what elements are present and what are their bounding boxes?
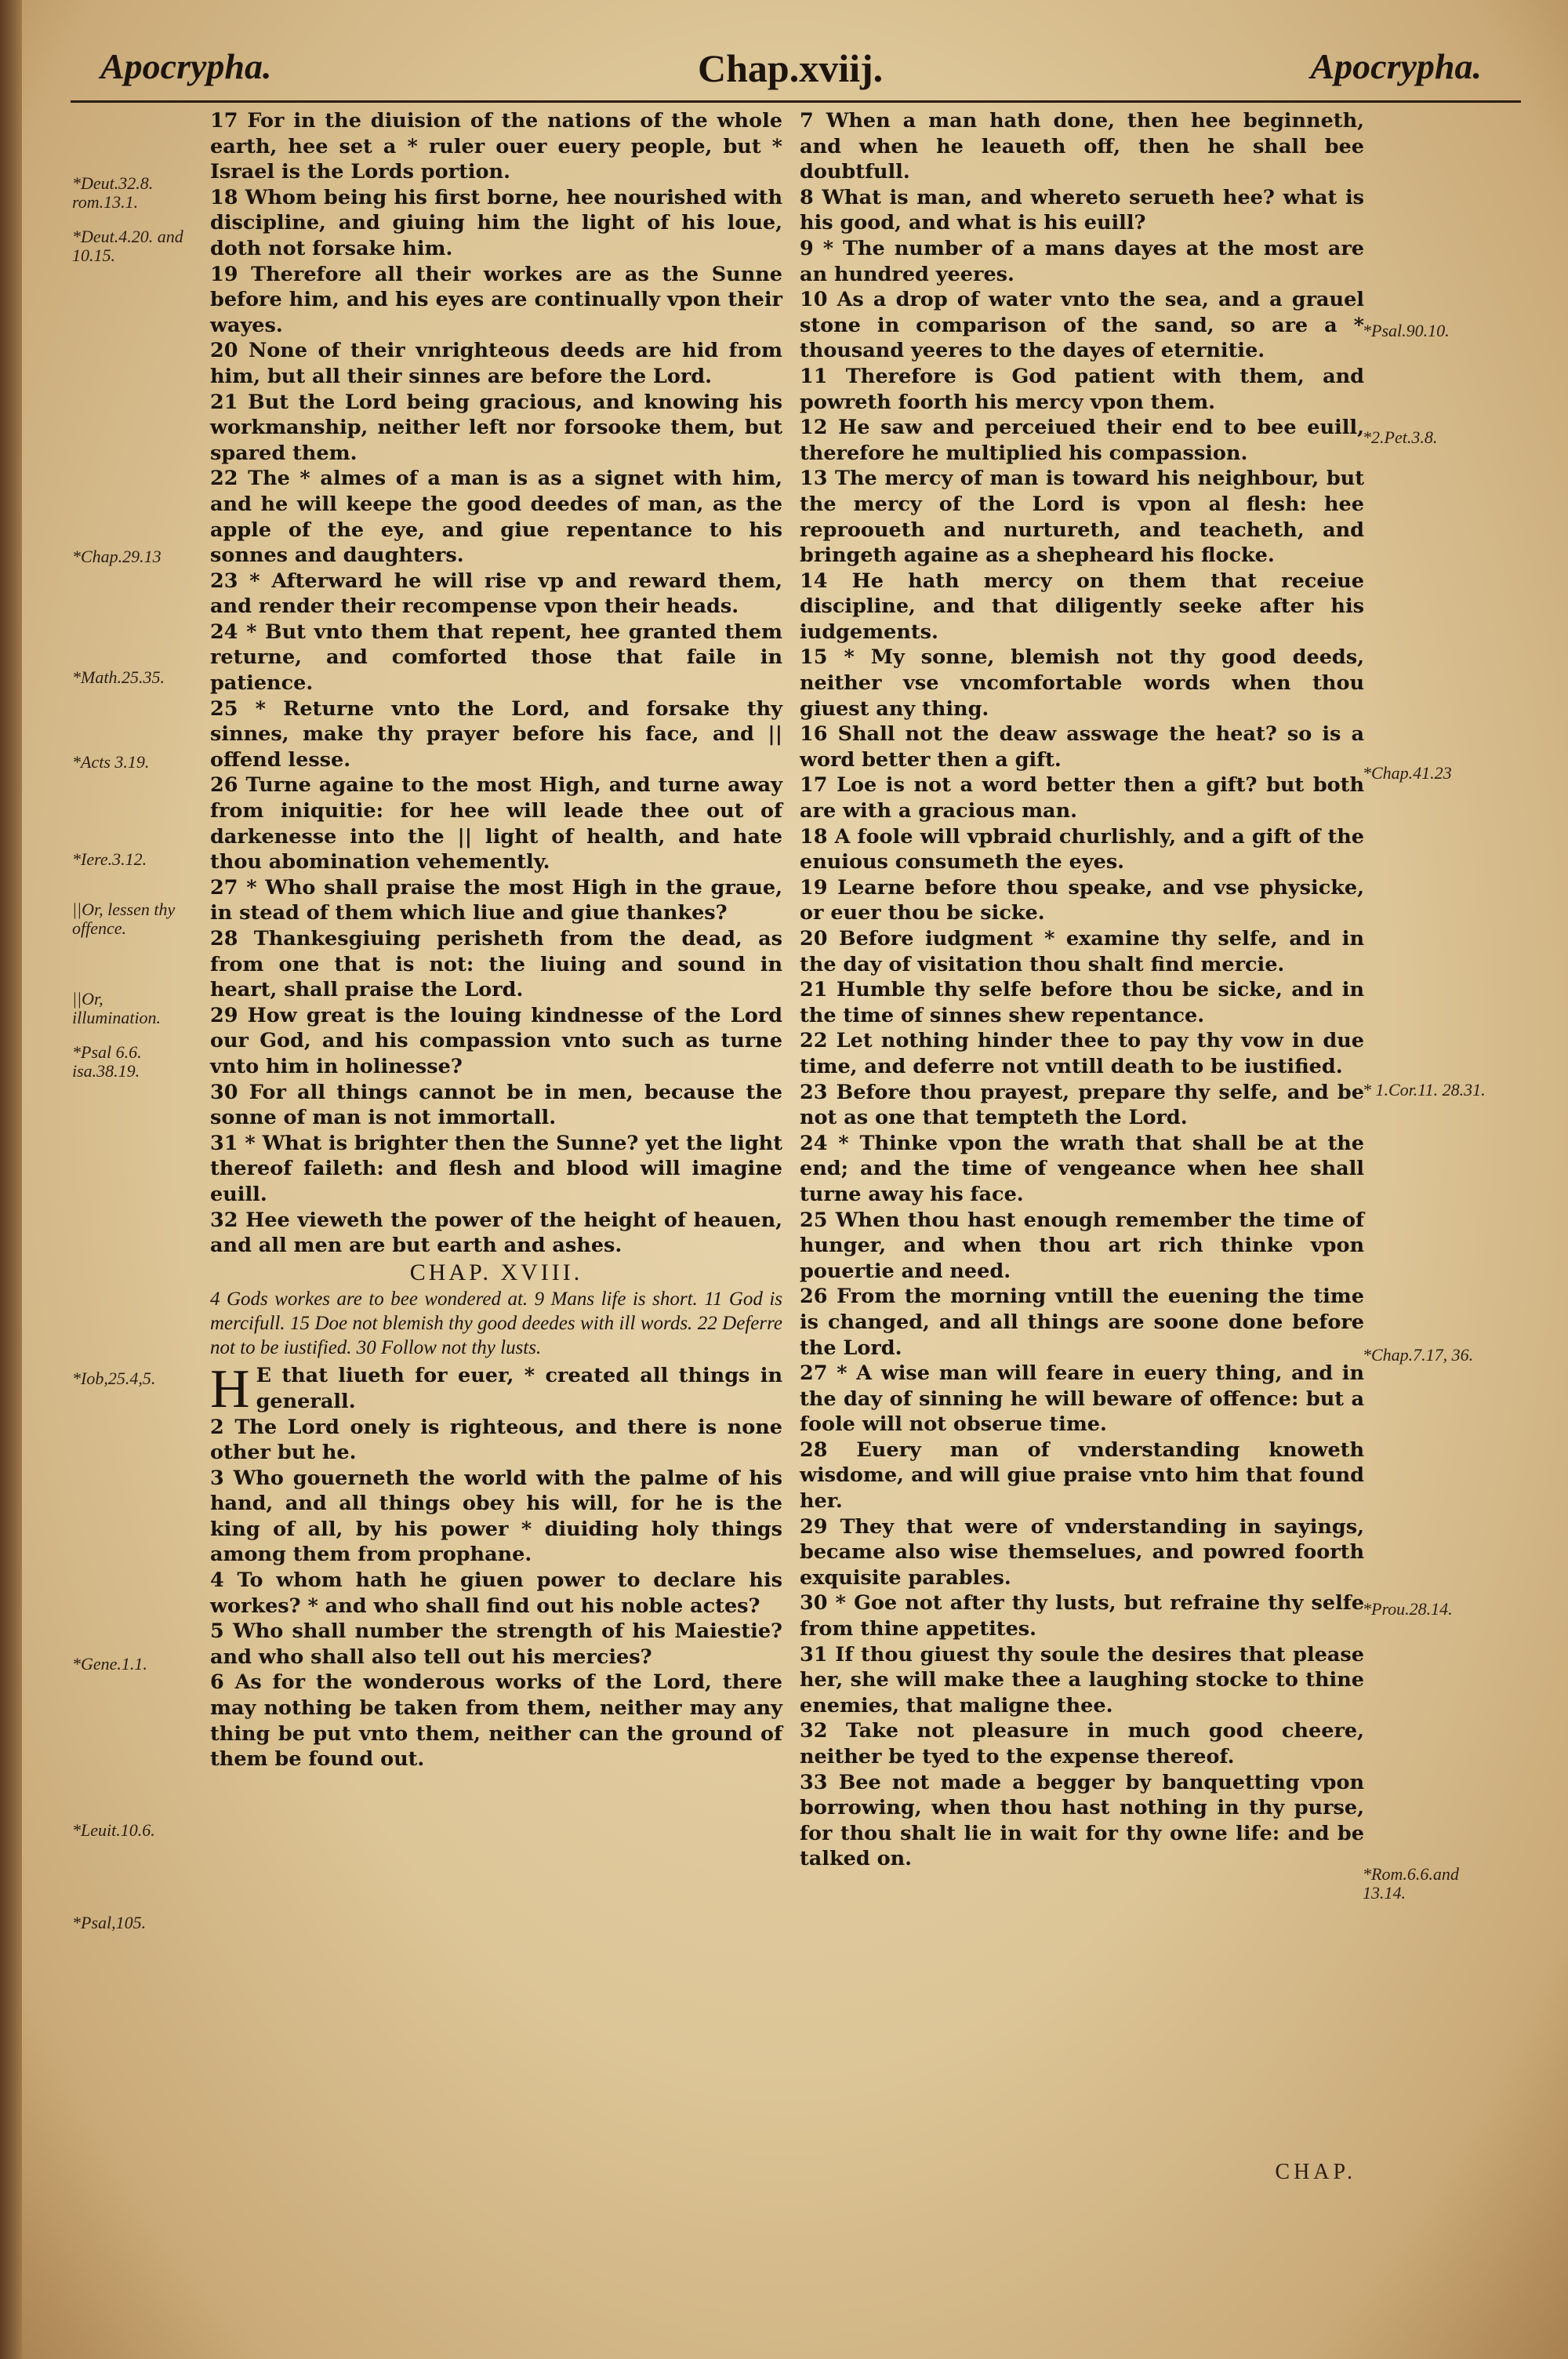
verse: 26 Turne againe to the most High, and turne away from iniquitie: for hee will leade thee out of darkenesse into the || light of health, and hate thou abomination vehemently. [210,773,782,874]
catchword: CHAP. [1275,2160,1356,2184]
verse: 22 Let nothing hinder thee to pay thy vow in due time, and deferre not vntill death to be iustified. [800,1029,1364,1078]
verse: 21 Humble thy selfe before thou be sicke, and in the time of sinnes shew repentance. [800,978,1364,1027]
margin-note-right: * 1.Cor.11. 28.31. [1363,1080,1486,1100]
verse: 11 Therefore is God patient with them, and powreth foorth his mercy vpon them. [800,364,1364,414]
verse: 24 * Thinke vpon the wrath that shall be at the end; and the time of vengeance when hee shall turne away his face. [800,1131,1364,1206]
verse: 7 When a man hath done, then hee beginneth, and when he leaueth off, then he shall bee doubtfull. [800,109,1364,184]
margin-note-left: *Psal 6.6. isa.38.19. [72,1042,142,1081]
verse-1 [210,1359,782,1420]
verse: 16 Shall not the deaw asswage the heat? so is a word better then a gift. [800,722,1364,772]
margin-note-left: *Psal,105. [72,1913,147,1932]
verse: 19 Learne before thou speake, and vse physicke, or euer thou be sicke. [800,875,1364,925]
left-verses-block-a [210,108,782,1259]
verse: 32 Hee vieweth the power of the height of heauen, and all men are but earth and ashes. [210,1208,782,1258]
chapter-heading: CHAP. XVIII. [409,1259,583,1285]
verse: 30 For all things cannot be in men, because the sonne of man is not immortall. [210,1080,782,1130]
margin-note-right: *Rom.6.6.and 13.14. [1363,1864,1459,1903]
chapter-summary: 4 Gods workes are to bee wondered at. 9 Mans life is short. 11 God is mercifull. 15 Doe not blemish thy good deedes with ill words. 22 Deferre not to be iustified. 30 Follow not thy lusts. [210,1289,782,1359]
verse: 14 He hath mercy on them that receiue discipline, and that diligently seeke after his iudgements. [800,569,1364,644]
verse: 22 The * almes of a man is as a signet with him, and he will keepe the good deedes of man, as the apple of the eye, and giue repentance to his sonnes and daughters. [210,467,782,568]
verse: 3 Who gouerneth the world with the palme of his hand, and all things obey his will, for he is the king of all, by his power * diuiding holy things among them from prophane. [210,1466,782,1567]
verse: 31 * What is brighter then the Sunne? yet the light thereof faileth: and flesh and blood will imagine euill. [210,1131,782,1206]
margin-note-left: *Acts 3.19. [72,752,150,772]
verse: 30 * Goe not after thy lusts, but refraine thy selfe from thine appetites. [800,1591,1364,1641]
margin-note-left: *Iob,25.4,5. [72,1369,156,1388]
verse: 17 For in the diuision of the nations of the whole earth, hee set a * ruler ouer euery people, but * Israel is the Lords portion. [210,109,782,184]
margin-note-right: *Prou.28.14. [1363,1599,1453,1619]
margin-note-left: *Iere.3.12. [72,849,147,869]
verse: 27 * Who shall praise the most High in the graue, in stead of them which liue and giue thankes? [210,875,782,925]
margin-note-left: *Deut.32.8. rom.13.1. [72,173,154,212]
drop-cap-letter: H [210,1359,250,1420]
margin-note-right: *Chap.41.23 [1363,763,1452,783]
margin-note-left: ||Or, illumination. [72,989,162,1027]
verse: 32 Take not pleasure in much good cheere, neither be tyed to the expense thereof. [800,1719,1364,1768]
header-rule [71,100,1521,103]
margin-note-left: *Gene.1.1. [72,1654,147,1674]
verse: 24 * But vnto them that repent, hee granted them returne, and comforted those that faile in patience. [210,620,782,696]
verse: 15 * My sonne, blemish not thy good deeds, neither vse vncomfortable words when thou giuest any thing. [800,645,1364,721]
verse: 10 As a drop of water vnto the sea, and a grauel stone in comparison of the sand, so are a * thousand yeeres to the dayes of eternitie. [800,288,1364,363]
verse: 18 Whom being his first borne, hee nourished with discipline, and giuing him the light of his loue, doth not forsake him. [210,185,782,260]
margin-note-left: *Math.25.35. [72,667,165,687]
verse: 25 * Returne vnto the Lord, and forsake thy sinnes, make thy prayer before his face, and || offend lesse. [210,696,782,772]
margin-note-left: *Leuit.10.6. [72,1820,155,1840]
margin-note-left: *Chap.29.13 [72,547,162,566]
left-column [210,108,782,1772]
margin-note-right: *Chap.7.17, 36. [1363,1345,1474,1365]
right-verses-block [800,108,1364,1872]
verse: 2 The Lord onely is righteous, and there is none other but he. [210,1415,782,1465]
verse: 20 Before iudgment * examine thy selfe, and in the day of visitation thou shalt find mercie. [800,927,1364,976]
page-binding-edge [0,0,22,2359]
verse: 33 Bee not made a begger by banquetting vpon borrowing, when thou hast nothing in thy purse, for thou shalt lie in wait for thy owne life: and be talked on. [800,1770,1364,1871]
verse: 6 As for the wonderous works of the Lord, there may nothing be taken from them, neither may any thing be put vnto them, neither can the ground of them be found out. [210,1670,782,1772]
margin-note-left: ||Or, lessen thy offence. [72,900,176,938]
verse: 5 Who shall number the strength of his Maiestie? and who shall also tell out his mercies? [210,1619,782,1669]
verse: 17 Loe is not a word better then a gift? but both are with a gracious man. [800,773,1364,823]
verse: 31 If thou giuest thy soule the desires that please her, she will make thee a laughing stocke to thine enemies, that maligne thee. [800,1642,1364,1717]
verse: 4 To whom hath he giuen power to declare his workes? * and who shall find out his noble actes? [210,1568,782,1618]
margin-note-left: *Deut.4.20. and 10.15. [72,227,183,265]
verse: 21 But the Lord being gracious, and knowing his workmanship, neither left nor forsooke them, but spared them. [210,390,782,465]
right-column [800,108,1364,1872]
verse: 28 Euery man of vnderstanding knoweth wisdome, and will giue praise vnto him that found her. [800,1438,1364,1514]
verse: 29 They that were of vnderstanding in sayings, became also wise themselues, and powred foorth exquisite parables. [800,1514,1364,1590]
verse: 28 Thankesgiuing perisheth from the dead, as from one that is not: the liuing and sound in heart, shall praise the Lord. [210,927,782,1002]
left-verses-block-b [210,1415,782,1772]
verse: 29 How great is the louing kindnesse of the Lord our God, and his compassion vnto such as turne vnto him in holinesse? [210,1003,782,1078]
verse: 26 From the morning vntill the euening the time is changed, and all things are soone done before the Lord. [800,1285,1364,1360]
verse: 12 He saw and perceiued their end to bee euill, therefore he multiplied his compassion. [800,416,1364,465]
verse-1-text: E that liueth for euer, * created all things in generall. [256,1364,782,1413]
margin-note-right: *Psal.90.10. [1363,321,1450,340]
running-header-right: Apocrypha. [1310,46,1482,86]
running-header-chapter: Chap.xviij. [698,46,884,90]
verse: 25 When thou hast enough remember the time of hunger, and when thou art rich thinke vpon pouertie and need. [800,1208,1364,1283]
running-header-left: Apocrypha. [100,46,272,86]
verse: 20 None of their vnrighteous deeds are hid from him, but all their sinnes are before the Lord. [210,339,782,388]
verse: 18 A foole will vpbraid churlishly, and a gift of the enuious consumeth the eyes. [800,824,1364,874]
verse: 19 Therefore all their workes are as the Sunne before him, and his eyes are continually vpon their wayes. [210,262,782,337]
verse: 23 Before thou prayest, prepare thy selfe, and be not as one that tempteth the Lord. [800,1080,1364,1130]
verse: 23 * Afterward he will rise vp and reward them, and render their recompense vpon their heads. [210,569,782,619]
margin-note-right: *2.Pet.3.8. [1363,427,1438,447]
verse: 13 The mercy of man is toward his neighbour, but the mercy of the Lord is vpon al flesh: hee reprooueth and nurtureth, and teacheth, and bringeth againe as a shepheard his flocke. [800,467,1364,568]
verse: 9 * The number of a mans dayes at the most are an hundred yeeres. [800,236,1364,286]
verse: 27 * A wise man will feare in euery thing, and in the day of sinning he will beware of offence: but a foole will not obserue time. [800,1361,1364,1437]
verse: 8 What is man, and whereto serueth hee? what is his good, and what is his euill? [800,185,1364,235]
